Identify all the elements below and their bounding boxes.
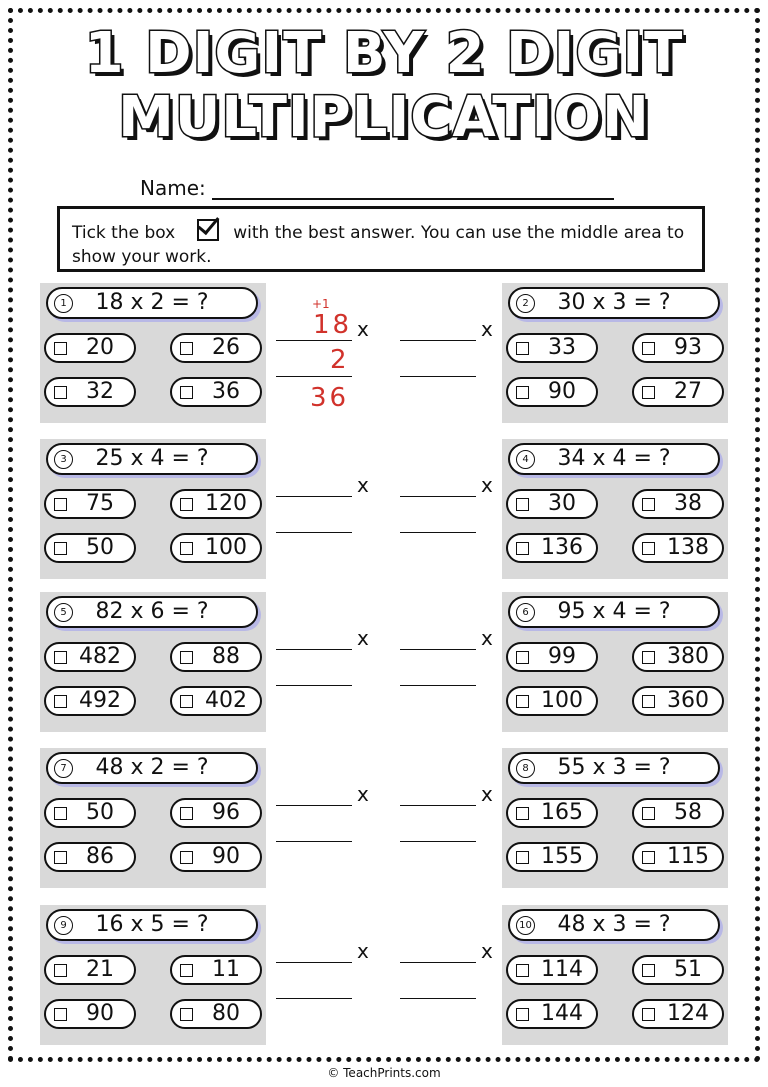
answer-value: 100 — [205, 535, 247, 560]
checkbox[interactable] — [54, 651, 67, 664]
question-pill — [46, 909, 258, 941]
checkbox[interactable] — [516, 342, 529, 355]
times-sign: x — [481, 317, 493, 341]
answer-value: 402 — [205, 688, 247, 713]
instructions-box — [57, 206, 705, 272]
question-number: 4 — [516, 450, 535, 469]
carry-digit: +1 — [312, 297, 330, 311]
question-text: 34 x 4 = ? — [557, 446, 671, 471]
answer-value: 86 — [86, 844, 114, 869]
work-line-bottom — [276, 685, 352, 686]
checkbox[interactable] — [642, 651, 655, 664]
answer-option[interactable] — [632, 842, 724, 872]
answer-value: 90 — [548, 379, 576, 404]
work-line-top — [400, 805, 476, 806]
answer-option[interactable] — [44, 489, 136, 519]
checkbox[interactable] — [516, 695, 529, 708]
answer-option[interactable] — [632, 686, 724, 716]
answer-value: 90 — [86, 1001, 114, 1026]
answer-option[interactable] — [44, 686, 136, 716]
answer-option[interactable] — [170, 999, 262, 1029]
question-number: 7 — [54, 759, 73, 778]
answer-value: 155 — [541, 844, 583, 869]
answer-value: 38 — [674, 491, 702, 516]
times-sign: x — [481, 473, 493, 497]
checkbox[interactable] — [180, 1008, 193, 1021]
work-line-bottom — [400, 532, 476, 533]
question-pill — [46, 287, 258, 319]
question-pill — [508, 596, 720, 628]
answer-option[interactable] — [44, 642, 136, 672]
checkbox[interactable] — [180, 386, 193, 399]
answer-value: 88 — [212, 644, 240, 669]
question-number: 1 — [54, 294, 73, 313]
question-panel — [40, 283, 266, 423]
work-line-top — [400, 340, 476, 341]
answer-option[interactable] — [506, 798, 598, 828]
checkbox[interactable] — [642, 807, 655, 820]
answer-option[interactable] — [44, 999, 136, 1029]
answer-value: 21 — [86, 957, 114, 982]
question-panel — [502, 905, 728, 1045]
answer-value: 36 — [212, 379, 240, 404]
answer-option[interactable] — [506, 842, 598, 872]
answer-option[interactable] — [170, 686, 262, 716]
answer-option[interactable] — [44, 377, 136, 407]
times-sign: x — [357, 782, 369, 806]
work-line-bottom — [276, 376, 352, 377]
question-number: 8 — [516, 759, 535, 778]
answer-value: 144 — [541, 1001, 583, 1026]
question-pill — [508, 443, 720, 475]
answer-option[interactable] — [506, 533, 598, 563]
checkbox[interactable] — [516, 651, 529, 664]
title-line-2: MULTIPLICATION — [118, 85, 650, 150]
answer-value: 51 — [674, 957, 702, 982]
question-panel — [502, 439, 728, 579]
question-panel — [40, 905, 266, 1045]
checkbox[interactable] — [180, 807, 193, 820]
times-sign: x — [357, 626, 369, 650]
answer-value: 124 — [667, 1001, 709, 1026]
work-line-top — [276, 649, 352, 650]
answer-value: 90 — [212, 844, 240, 869]
checkbox[interactable] — [642, 1008, 655, 1021]
checkbox[interactable] — [54, 342, 67, 355]
answer-option[interactable] — [170, 642, 262, 672]
answer-value: 26 — [212, 335, 240, 360]
times-sign: x — [357, 317, 369, 341]
checkbox[interactable] — [54, 1008, 67, 1021]
work-line-top — [276, 805, 352, 806]
times-sign: x — [481, 782, 493, 806]
checkbox[interactable] — [516, 542, 529, 555]
work-line-bottom — [276, 998, 352, 999]
answer-option[interactable] — [506, 686, 598, 716]
answer-value: 93 — [674, 335, 702, 360]
answer-option[interactable] — [632, 533, 724, 563]
title-line-1: 1 DIGIT BY 2 DIGIT — [84, 21, 684, 86]
question-panel — [40, 592, 266, 732]
checkbox[interactable] — [516, 851, 529, 864]
work-line-bottom — [400, 685, 476, 686]
checkbox[interactable] — [180, 342, 193, 355]
answer-option[interactable] — [632, 377, 724, 407]
question-pill — [46, 596, 258, 628]
answer-value: 58 — [674, 800, 702, 825]
answer-value: 80 — [212, 1001, 240, 1026]
question-pill — [508, 909, 720, 941]
answer-option[interactable] — [170, 842, 262, 872]
answer-value: 482 — [79, 644, 121, 669]
answer-option[interactable] — [506, 955, 598, 985]
checkbox[interactable] — [54, 851, 67, 864]
name-label: Name: — [140, 176, 206, 200]
question-text: 16 x 5 = ? — [95, 912, 209, 937]
name-input-line[interactable] — [212, 198, 614, 200]
question-number: 3 — [54, 450, 73, 469]
question-number: 9 — [54, 916, 73, 935]
answer-option[interactable] — [506, 333, 598, 363]
checkbox[interactable] — [642, 851, 655, 864]
work-line-top — [400, 496, 476, 497]
answer-option[interactable] — [44, 533, 136, 563]
checkbox[interactable] — [516, 386, 529, 399]
answer-value: 100 — [541, 688, 583, 713]
answer-option[interactable] — [632, 333, 724, 363]
answer-value: 165 — [541, 800, 583, 825]
checkbox[interactable] — [642, 342, 655, 355]
question-text: 48 x 3 = ? — [557, 912, 671, 937]
instructions-part-2: with the best answer. You can use the middle area to show your work. — [72, 223, 685, 267]
answer-option[interactable] — [170, 798, 262, 828]
checkbox[interactable] — [54, 964, 67, 977]
work-line-top — [276, 496, 352, 497]
answer-option[interactable] — [44, 955, 136, 985]
times-sign: x — [357, 473, 369, 497]
answer-option[interactable] — [44, 333, 136, 363]
question-panel — [40, 439, 266, 579]
question-text: 95 x 4 = ? — [557, 599, 671, 624]
checkbox[interactable] — [54, 695, 67, 708]
answer-option[interactable] — [506, 999, 598, 1029]
work-line-bottom — [276, 532, 352, 533]
answer-option[interactable] — [632, 999, 724, 1029]
checkbox[interactable] — [516, 1008, 529, 1021]
checkbox[interactable] — [516, 807, 529, 820]
question-panel — [502, 283, 728, 423]
answer-value: 360 — [667, 688, 709, 713]
work-line-top — [276, 340, 352, 341]
question-number: 5 — [54, 603, 73, 622]
work-line-top — [400, 962, 476, 963]
answer-option[interactable] — [170, 489, 262, 519]
question-pill — [46, 443, 258, 475]
work-line-bottom — [400, 998, 476, 999]
checkbox[interactable] — [180, 542, 193, 555]
answer-value: 32 — [86, 379, 114, 404]
answer-option[interactable] — [632, 955, 724, 985]
question-number: 10 — [516, 916, 535, 935]
answer-value: 99 — [548, 644, 576, 669]
answer-value: 138 — [667, 535, 709, 560]
question-panel — [502, 748, 728, 888]
footer-credit: © TeachPrints.com — [327, 1066, 441, 1080]
answer-value: 380 — [667, 644, 709, 669]
question-text: 82 x 6 = ? — [95, 599, 209, 624]
answer-value: 30 — [548, 491, 576, 516]
times-sign: x — [481, 626, 493, 650]
checkbox[interactable] — [54, 807, 67, 820]
work-line-top — [276, 962, 352, 963]
checkbox[interactable] — [180, 964, 193, 977]
work-line-bottom — [276, 841, 352, 842]
answer-option[interactable] — [170, 533, 262, 563]
checkbox[interactable] — [642, 695, 655, 708]
question-pill — [508, 287, 720, 319]
answer-value: 11 — [212, 957, 240, 982]
answer-option[interactable] — [632, 489, 724, 519]
answer-value: 120 — [205, 491, 247, 516]
times-sign: x — [357, 939, 369, 963]
question-text: 30 x 3 = ? — [557, 290, 671, 315]
question-text: 25 x 4 = ? — [95, 446, 209, 471]
worked-top-number: 18 — [313, 310, 353, 340]
answer-value: 50 — [86, 800, 114, 825]
answer-option[interactable] — [632, 798, 724, 828]
work-line-top — [400, 649, 476, 650]
question-panel — [40, 748, 266, 888]
answer-option[interactable] — [170, 333, 262, 363]
checkbox[interactable] — [180, 695, 193, 708]
question-text: 48 x 2 = ? — [95, 755, 209, 780]
answer-option[interactable] — [632, 642, 724, 672]
worked-result: 36 — [310, 383, 350, 413]
checkbox[interactable] — [642, 542, 655, 555]
checkbox-tick-icon — [197, 219, 219, 241]
question-pill — [46, 752, 258, 784]
checkbox[interactable] — [516, 498, 529, 511]
question-panel — [502, 592, 728, 732]
answer-value: 136 — [541, 535, 583, 560]
times-sign: x — [481, 939, 493, 963]
answer-value: 115 — [667, 844, 709, 869]
answer-option[interactable] — [506, 377, 598, 407]
work-line-bottom — [400, 841, 476, 842]
answer-value: 20 — [86, 335, 114, 360]
answer-value: 114 — [541, 957, 583, 982]
answer-value: 27 — [674, 379, 702, 404]
question-text: 18 x 2 = ? — [95, 290, 209, 315]
question-text: 55 x 3 = ? — [557, 755, 671, 780]
answer-option[interactable] — [170, 955, 262, 985]
work-line-bottom — [400, 376, 476, 377]
checkbox[interactable] — [516, 964, 529, 977]
instructions-part-1: Tick the box — [72, 223, 176, 243]
question-number: 6 — [516, 603, 535, 622]
checkbox[interactable] — [180, 498, 193, 511]
checkbox[interactable] — [54, 386, 67, 399]
answer-option[interactable] — [44, 798, 136, 828]
answer-value: 33 — [548, 335, 576, 360]
answer-value: 50 — [86, 535, 114, 560]
checkbox[interactable] — [180, 651, 193, 664]
answer-option[interactable] — [506, 642, 598, 672]
checkbox[interactable] — [642, 386, 655, 399]
checkbox[interactable] — [642, 498, 655, 511]
answer-value: 96 — [212, 800, 240, 825]
answer-option[interactable] — [170, 377, 262, 407]
question-number: 2 — [516, 294, 535, 313]
answer-option[interactable] — [44, 842, 136, 872]
question-pill — [508, 752, 720, 784]
checkbox[interactable] — [642, 964, 655, 977]
answer-value: 492 — [79, 688, 121, 713]
checkbox[interactable] — [54, 542, 67, 555]
answer-option[interactable] — [506, 489, 598, 519]
worked-bottom-number: 2 — [330, 345, 350, 375]
answer-value: 75 — [86, 491, 114, 516]
checkbox[interactable] — [54, 498, 67, 511]
checkbox[interactable] — [180, 851, 193, 864]
